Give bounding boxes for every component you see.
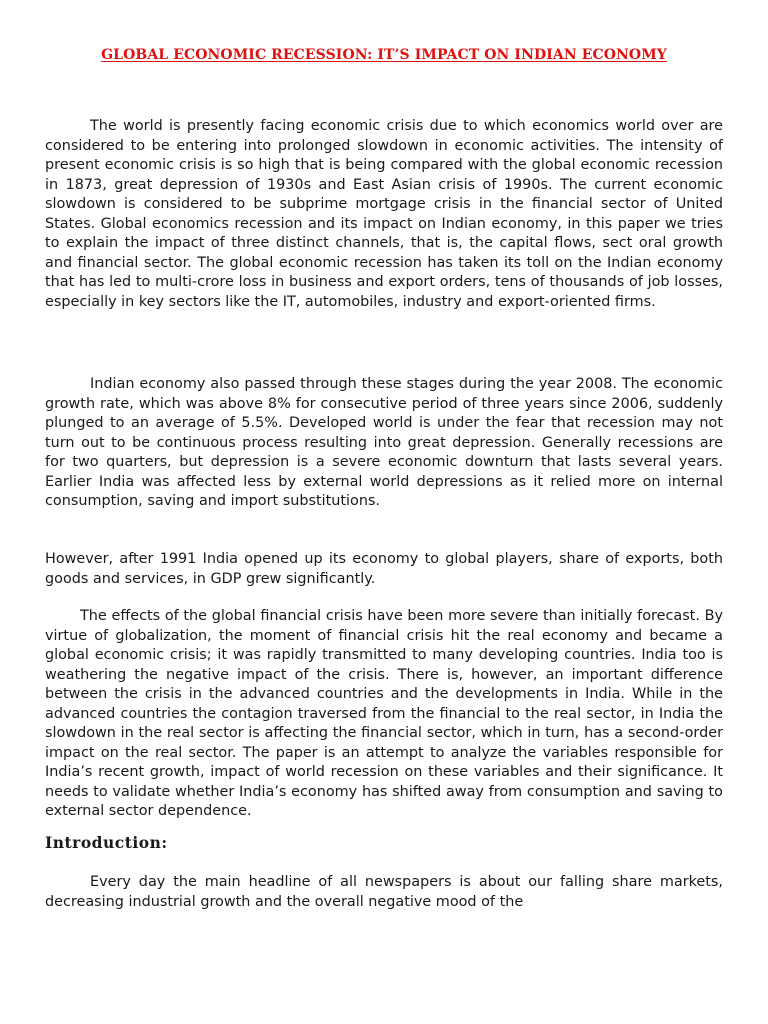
paragraph-5: Every day the main headline of all newspapers is about our falling share markets, decreasing industrial growth and the overall negative mood of the xyxy=(45,874,723,910)
paragraph-1: The world is presently facing economic crisis due to which economics world over are considered to be entering into prolonged slowdown in economic activities. The intensity of present economic crisis is so high that is being compared with the global economic recession in 1873, great depression of 1930s and East Asian crisis of 1990s. The current economic slowdown is considered to be subprime mortgage crisis in the financial sector of United States. Global economics recession and its impact on Indian economy, in this paper we tries to explain the impact of three distinct channels, that is, the capital flows, sect oral growth and financial sector. The global economic recession has taken its toll on the Indian economy that has led to multi-crore loss in business and export orders, tens of thousands of job losses, especially in key sectors like the IT, automobiles, industry and export-oriented firms. xyxy=(45,118,723,310)
introduction-heading: Introduction: xyxy=(45,833,168,852)
paragraph-2: Indian economy also passed through these stages during the year 2008. The economic growth rate, which was above 8% for consecutive period of three years since 2006, suddenly plunged to an average of 5.5%. Developed world is under the fear that recession may not turn out to be continuous process resulting into great depression. Generally recessions are for two quarters, but depression is a severe economic downturn that lasts several years. Earlier India was affected less by external world depressions as it relied more on internal consumption, saving and import substitutions. xyxy=(45,376,723,509)
paragraph-4: The effects of the global financial crisis have been more severe than initially forecast. By virtue of globalization, the moment of financial crisis hit the real economy and became a global economic crisis; it was rapidly transmitted to many developing countries. India too is weathering the negative impact of the crisis. There is, however, an important difference between the crisis in the advanced countries and the developments in India. While in the advanced countries the contagion traversed from the financial to the real sector, in India the slowdown in the real sector is affecting the financial sector, which in turn, has a second-order impact on the real sector. The paper is an attempt to analyze the variables responsible for India’s recent growth, impact of world recession on these variables and their significance. It needs to validate whether India’s economy has shifted away from consumption and saving to external sector dependence. xyxy=(45,608,723,819)
paragraph-3: However, after 1991 India opened up its economy to global players, share of exports, both goods and services, in GDP grew significantly. xyxy=(45,551,723,587)
document-title: GLOBAL ECONOMIC RECESSION: IT’S IMPACT ON INDIAN ECONOMY xyxy=(101,47,667,63)
